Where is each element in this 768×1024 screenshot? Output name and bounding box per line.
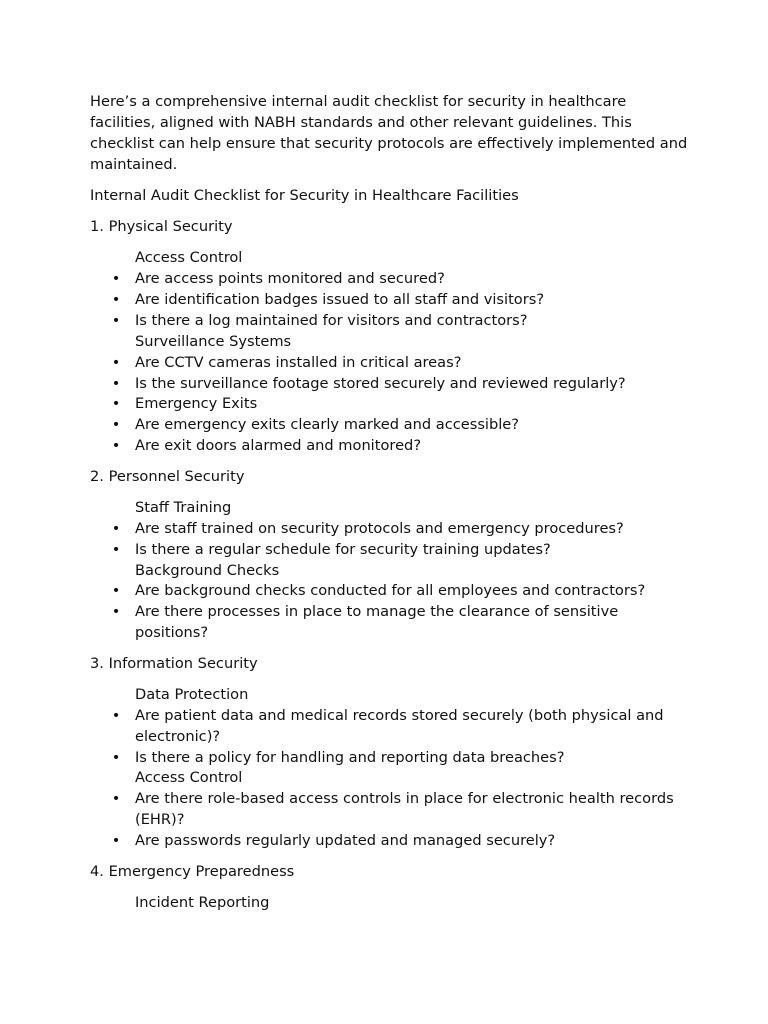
section-heading-physical-security: 1. Physical Security [90, 218, 233, 235]
bullet: • [111, 354, 121, 371]
list-item [108, 539, 688, 560]
list-item-text: Are there role-based access controls in place for electronic health records (EHR)? [135, 790, 674, 828]
bullet: • [111, 541, 121, 558]
list-item [108, 310, 688, 331]
list-item-text: Are identification badges issued to all staff and visitors? [135, 291, 545, 308]
list-item [108, 435, 688, 456]
section-heading-information-security: 3. Information Security [90, 655, 258, 672]
list-item [108, 601, 688, 643]
bullet: • [111, 437, 121, 454]
bullet: • [111, 395, 121, 412]
list-item [108, 393, 688, 414]
subheading-surveillance-systems: Surveillance Systems [135, 333, 292, 350]
bullet: • [111, 312, 121, 329]
list-item-text: Are passwords regularly updated and managed securely? [135, 832, 556, 849]
list-item-text: Are patient data and medical records stored securely (both physical and electronic)? [135, 707, 664, 745]
subheading-access-control: Access Control [135, 769, 243, 786]
bullet: • [111, 520, 121, 537]
list-item [108, 352, 688, 373]
list-item [108, 414, 688, 435]
subheading-incident-reporting: Incident Reporting [135, 894, 270, 911]
list-item [108, 518, 688, 539]
list-item [108, 580, 688, 601]
list-item-text: Are staff trained on security protocols and emergency procedures? [135, 520, 624, 537]
bullet: • [111, 832, 121, 849]
list-item-text: Are access points monitored and secured? [135, 270, 445, 287]
section-heading-personnel-security: 2. Personnel Security [90, 468, 245, 485]
bullet: • [111, 291, 121, 308]
bullet: • [111, 270, 121, 287]
section-heading-emergency-preparedness: 4. Emergency Preparedness [90, 863, 295, 880]
bullet: • [111, 416, 121, 433]
bullet: • [111, 375, 121, 392]
list-item-text: Are there processes in place to manage the clearance of sensitive positions? [135, 603, 619, 641]
bullet: • [111, 790, 121, 807]
list-item-text: Are emergency exits clearly marked and accessible? [135, 416, 520, 433]
list-item-text: Are CCTV cameras installed in critical areas? [135, 354, 462, 371]
list-item [108, 788, 688, 830]
bullet: • [111, 749, 121, 766]
list-item [108, 268, 688, 289]
subheading-background-checks: Background Checks [135, 562, 280, 579]
intro-paragraph: Here’s a comprehensive internal audit checklist for security in healthcare facilities, aligned with NABH standards and other relevant guidelines. This checklist can help ensure that security protocols are effectively implemented and maintained. [90, 93, 688, 173]
list-item-text: Emergency Exits [135, 395, 258, 412]
list-item [108, 830, 688, 851]
subheading-staff-training: Staff Training [135, 499, 232, 516]
list-item-text: Is there a log maintained for visitors and contractors? [135, 312, 528, 329]
list-item-text: Is there a policy for handling and reporting data breaches? [135, 749, 565, 766]
list-item [108, 747, 688, 768]
list-item-text: Is there a regular schedule for security training updates? [135, 541, 551, 558]
subheading-access-control: Access Control [135, 249, 243, 266]
bullet: • [111, 582, 121, 599]
list-item [108, 705, 688, 747]
bullet: • [111, 603, 121, 620]
list-item-text: Are background checks conducted for all employees and contractors? [135, 582, 646, 599]
list-item-text: Is the surveillance footage stored securely and reviewed regularly? [135, 375, 626, 392]
list-item [108, 373, 688, 394]
list-item [108, 289, 688, 310]
document-title: Internal Audit Checklist for Security in Healthcare Facilities [90, 187, 519, 204]
subheading-data-protection: Data Protection [135, 686, 249, 703]
list-item-text: Are exit doors alarmed and monitored? [135, 437, 422, 454]
bullet: • [111, 707, 121, 724]
